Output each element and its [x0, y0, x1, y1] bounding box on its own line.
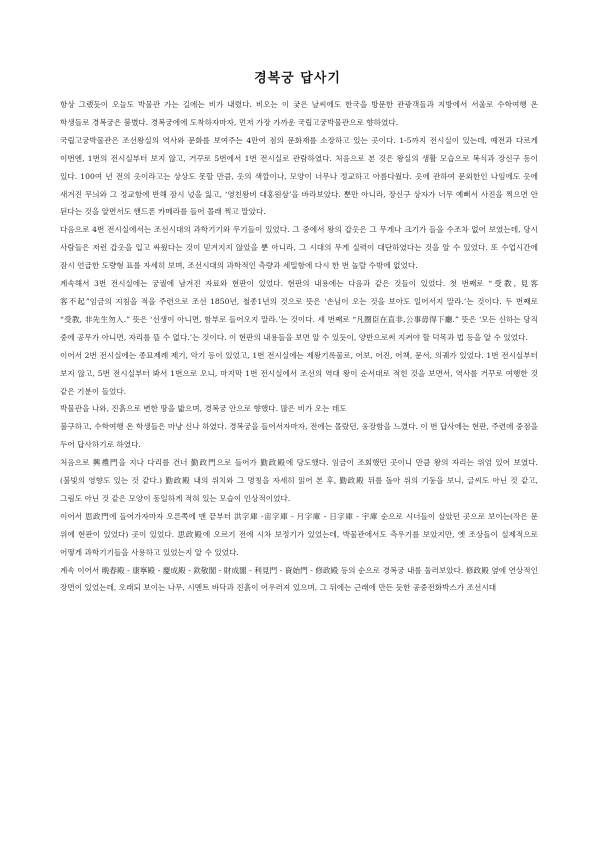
paragraph-8: 처음으로 興禮門을 지나 다리를 건너 勤政門으로 들어가 勤政殿에 당도했다. 임금이 조회했던 곳이니 만큼 왕의 자리는 위엄 있어 보였다.(불빛의 영향도 있는 것 같다.) 勤政殿 내의 위치와 그 명칭을 자세히 읽어 본 후, 勤政殿 뒤를 돌아 위의 기둥을 보니, 글씨도 아닌 것 같고, 그림도 아닌 것 같은 모양이 동일하게 적혀 있는 모습이 인상적이었다. — [60, 458, 538, 503]
paragraph-3: 다음으로 4번 전시실에서는 조선시대의 과학기기와 무기들이 있었다. 그 중에서 왕의 갑옷은 그 무게나 크기가 들을 수조차 없어 보였는데, 당시 사람들은 저런 갑옷을 입고 싸웠다는 것이 믿겨지지 않았을 뿐 아니라, 그 시대의 무게 실력이 대단하였다는 것을 알 수 있었다. 또 수업시간에 잠시 언급한 도량형 표를 자세히 보며, 조선시대의 과학적인 측량과 세밀함에 다시 한 번 놀랄 수밖에 없었다. — [60, 225, 538, 271]
paragraph-1: 항상 그랬듯이 오늘도 박물관 가는 길에는 비가 내렸다. 비오는 이 궂은 날씨에도 한국을 방문한 관광객들과 지방에서 서울로 수학여행 온 학생들로 경복궁은 붐볐다. 경복궁에에 도착하자마자, 먼저 가장 가까운 국립고궁박물관으로 향하였다. — [60, 100, 538, 127]
paragraph-7: 불구하고, 수학여행 온 학생들은 마냥 신나 하였다. 경복궁을 들어서자마자, 전에는 몰랐던, 웅장함을 느꼈다. 이 번 답사에는 현판, 주련에 중점을 두어 답사하기로 하였다. — [60, 422, 538, 450]
paragraph-10: 계속 이어서 晩春殿 - 康寧殿 - 慶成殿 - 欽敬閣 - 財成閣 - 利見門 - 資始門 - 修政殿 등의 순으로 경복궁 내를 둘러보았다. 修政殿 옆에 연상적인 장면이 있었는데, 오래되 보이는 나무, 시멘트 바닥과 진흙이 어우러져 있으며, 그 뒤에는 근래에 만든 듯한 공중전화박스가 조선시대 — [60, 565, 538, 593]
paragraph-9: 이어서 思政門에 들어가자마자 오른쪽에 맨 끝부터 洪字庫 -宙字庫 - 月字庫 - 日字庫 - 宇庫 순으로 시너들이 살았던 곳으로 보이는(작은 문 위에 현판이 있었다) 곳이 있었다. 思政殿에 오르기 전에 시차 보정기가 있었는데, 박물관에서도 측우기를 보았지만, 옛 조상들이 실제적으로 어떻게 과학기기들을 사용하고 있었는지 알 수 있었다. — [60, 511, 538, 557]
paragraph-4: 계속해서 3번 전시실에는 궁궐에 남겨진 자료와 현판이 있었다. 현판의 내용에는 다음과 같은 것들이 있었다. 첫 번째로 “受教, 見客 客不起”임금의 지침을 적을 주련으로 조선 1850년, 철종1년의 것으로 뜻은 ‘손님이 오는 것을 보아도 일어서지 말라.’는 것이다. 두 번째로 “受教, 非先生勿入.” 뜻은 ‘선생이 아니면, 함부로 들어오지 말라.’는 것이다. 세 번째로 “凡圈臣在直非,公事毋得下廳.” 뜻은 ‘모든 신하는 당직 중에 공무가 아니면, 자리를 뜰 수 없다.’는 것이다. 이 현판의 내용들을 보면 알 수 있듯이, 양반으로써 지켜야 할 덕목과 법 등을 알 수 있었다. — [60, 279, 538, 342]
document-title: 경복궁 답사기 — [254, 70, 341, 86]
paragraph-5: 이어서 2번 전시실에는 종묘제례 제기, 악기 등이 있었고, 1번 전시실에는 제왕기록물로, 어보, 어진, 어책, 문서, 의궤가 있었다. 1번 전시실부터 보지 않고, 5번 전시실부터 봐서 1번으로 오니, 마지막 1번 전시실에서 조선의 역대 왕이 순서대로 적힌 것을 보면서, 역사를 거꾸로 여행한 것 같은 기분이 들었다. — [60, 350, 538, 396]
paragraph-6: 박물관을 나와, 진흙으로 변한 땅을 밟으며, 경복궁 안으로 향했다. 많은 비가 오는 데도 — [60, 404, 347, 414]
document-body — [60, 96, 538, 597]
paragraph-2: 국립고궁박물관은 조선왕실의 역사와 문화를 보여주는 4만여 점의 문화재를 소장하고 있는 곳이다. 1-5까지 전시실이 있는데, 예전과 다르게 이번엔, 1번의 전시실부터 보지 않고, 거꾸로 5번에서 1번 전시실로 관람하였다. 처음으로 본 것은 왕실의 생활 모습으로 복식과 장신구 등이 있다. 100여 년 전의 옷이라고는 상상도 못할 만큼, 옷의 색깔이나, 모양이 너무나 정교하고 아름다웠다. 옷에 관하여 문외한인 나임에도 옷에 새겨진 무늬와 그 정교함에 반해 잠시 넋을 잃고, ‘영친왕비 대홍원삼’을 바라보았다. 뿐만 아니라, 장신구 상자가 너무 예뻐서 사진을 찍으면 안 된다는 것을 알면서도 핸드폰 카메라를 들어 몰래 찍고 말았다. — [60, 135, 538, 217]
